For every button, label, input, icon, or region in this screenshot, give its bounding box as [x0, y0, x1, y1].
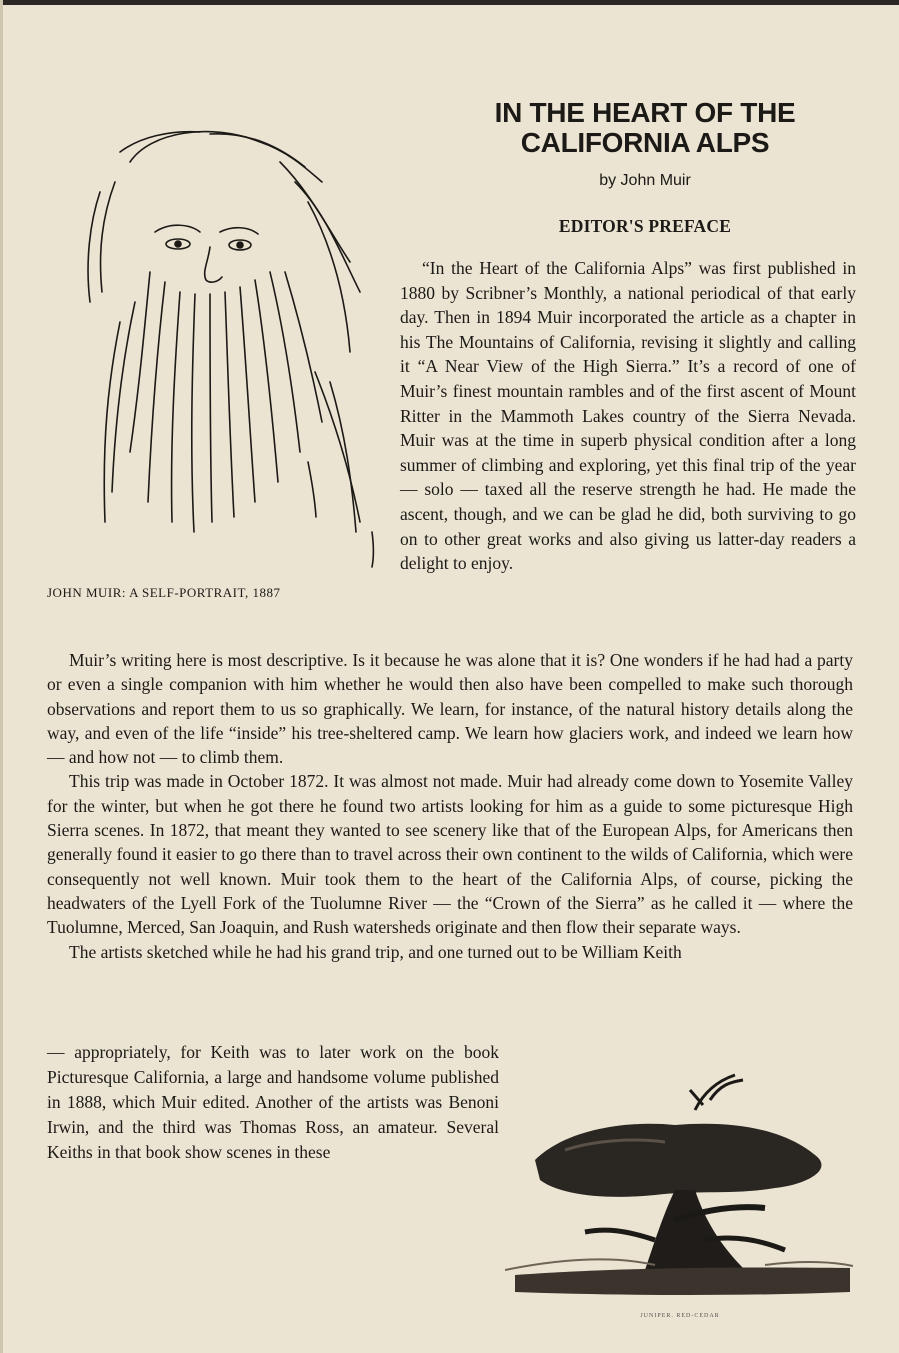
preface-column-bottom: [47, 1040, 499, 1165]
preface-column-right: [400, 256, 856, 576]
preface-heading: EDITOR'S PREFACE: [558, 216, 732, 236]
preface-paragraph-1: “In the Heart of the California Alps” was first published in 1880 by Scribner’s Monthly, a national periodical of that early day. Then in 1894 Muir incorporated the article as a chapter in his The Mountains of California, revising it slightly and calling it “A Near View of the High Sierra.” It’s a record of one of Muir’s finest mountain rambles and of the first ascent of Mount Ritter in the Mammoth Lakes country of the Sierra Nevada. Muir was at the time in superb physical condition after a long summer of climbing and exploring, yet this final trip of the year — solo — taxed all the reserve strength he had. He made the ascent, though, and we can be glad he did, both surviving to go on to other great works and also giving us latter-day readers a delight to enjoy.: [400, 258, 856, 574]
preface-paragraph-4: The artists sketched while he had his grand trip, and one turned out to be William Keith: [69, 941, 682, 962]
preface-paragraph-5: — appropriately, for Keith was to later work on the book Picturesque California, a large and handsome volume published in 1888, which Muir edited. Another of the artists was Benoni Irwin, and the third was Thomas Ross, an amateur. Several Keiths in that book show scenes in these: [47, 1042, 499, 1162]
byline: by John Muir: [599, 172, 691, 189]
juniper-caption: JUNIPER. RED-CEDAR: [640, 1313, 720, 1319]
title-line-2: CALIFORNIA ALPS: [520, 127, 770, 158]
page-top-edge: [0, 0, 899, 5]
page-left-edge: [0, 0, 3, 1353]
article-title: [430, 98, 860, 158]
preface-paragraph-3: This trip was made in October 1872. It was almost not made. Muir had already come down to Yosemite Valley for the winter, but when he got there he found two artists looking for him as a guide to some picturesque High Sierra scenes. In 1872, that meant they wanted to see scenery like that of the European Alps, for Americans then generally found it easier to go there than to travel across their own continent to the wilds of California, which were consequently not well known. Muir took them to the heart of the California Alps, of course, picking the headwaters of the Lyell Fork of the Tuolumne River — the “Crown of the Sierra” as he called it — where the Tuolumne, Merced, San Joaquin, and Rush watersheds originate and then flow their separate ways.: [47, 771, 853, 938]
title-line-1: IN THE HEART OF THE: [494, 97, 796, 128]
preface-paragraph-2: Muir’s writing here is most descriptive. Is it because he was alone that it is? One wonders if he had had a party or even a single companion with him whether he would then also have been compelled to make such thorough observations and report them to us so graphically. We learn, for instance, of the natural history details along the way, and even of the life “inside” his tree-sheltered camp. We learn how glaciers work, and indeed we learn how — and how not — to climb them.: [47, 650, 853, 768]
portrait-caption: JOHN MUIR: A SELF-PORTRAIT, 1887: [47, 585, 281, 600]
self-portrait-sketch: [60, 122, 380, 572]
juniper-tree-engraving: [505, 1070, 855, 1310]
preface-column-full: [47, 648, 853, 964]
